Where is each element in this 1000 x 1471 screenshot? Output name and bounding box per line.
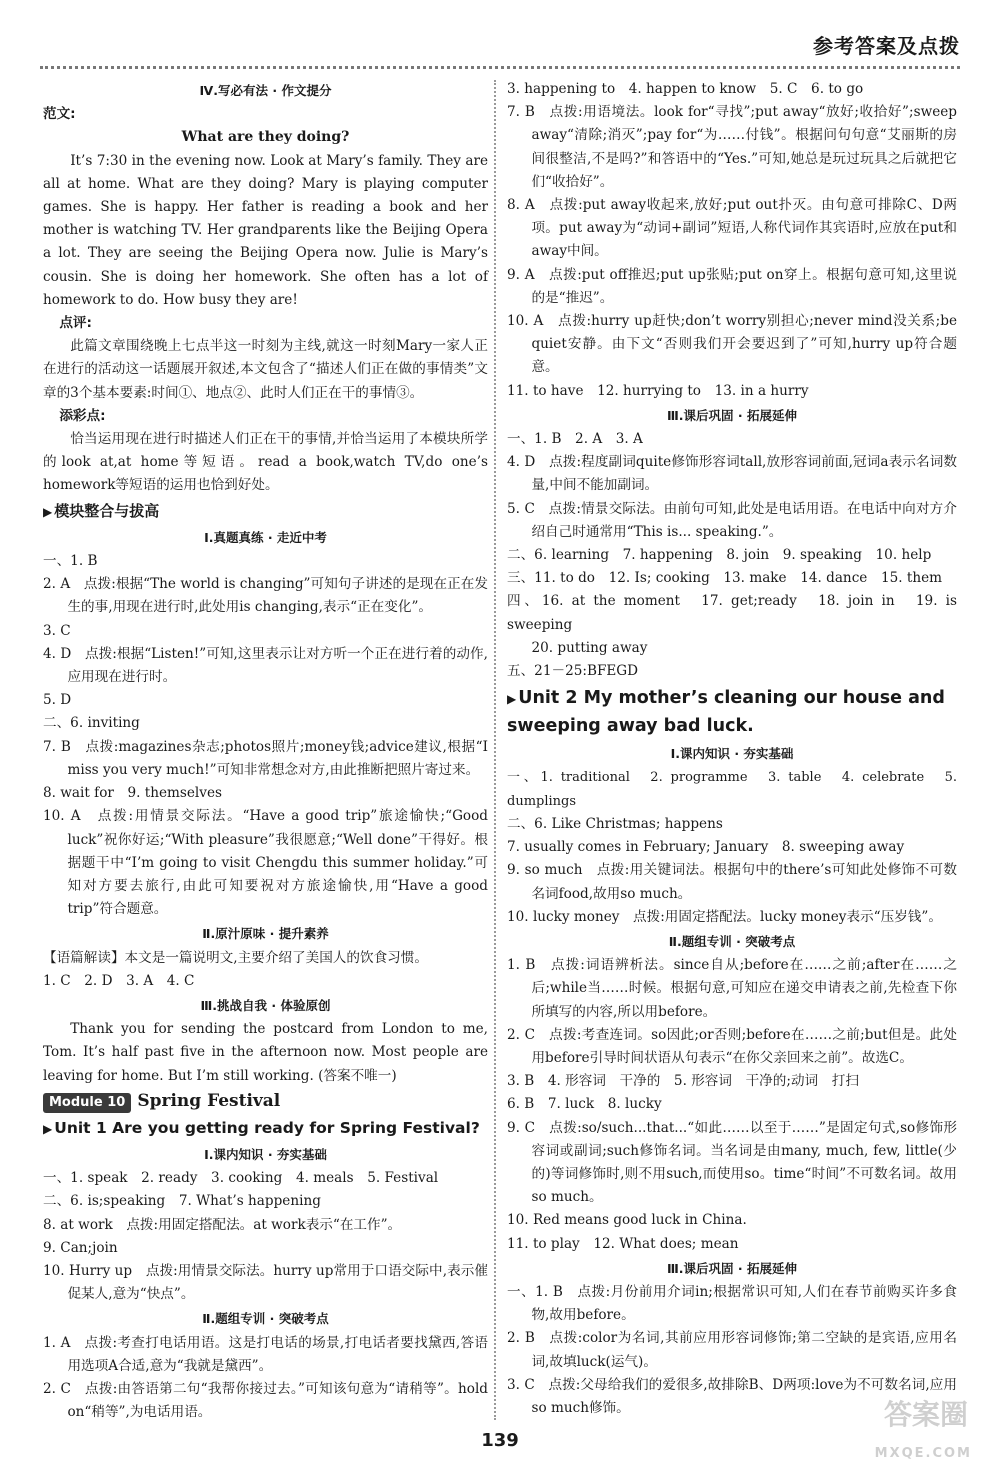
section-heading: Ⅲ.挑战自我 · 体验原创: [200, 997, 331, 1013]
answer-line: 10. Red means good luck in China.: [507, 1212, 747, 1229]
answer-line: 2. C 点拨:考查连词。so因此;or否则;before在……之前;but但是。此处用before引导时间状语从句表示“在你父亲回来之前”。故选C。: [507, 1026, 957, 1066]
answer-line: 三、11. to do 12. Is; cooking 13. make 14. dance 15. them: [507, 570, 943, 587]
answer-line: 一、1. B 2. A 3. A: [507, 431, 643, 448]
answer-line: 二、6. is;speaking 7. What’s happening: [43, 1193, 321, 1210]
answer-line: 2. B 点拨:color为名词,其前应用形容词修饰;第二空缺的是宾语,应用名词,故填luck(运气)。: [507, 1330, 957, 1370]
answer-line: 1. B 点拨:词语辨析法。since自从;before在……之前;after在……之后;while当……时候。根据句意,可知应在递交申请表之前,先检查下你所填写的内容,所以用before。: [507, 957, 957, 1020]
section-heading: Ⅱ.题组专训 · 突破考点: [202, 1311, 329, 1327]
section-heading: Ⅰ.真题真练 · 走近中考: [204, 529, 327, 545]
answer-line: 一、1. B 点拨:月份前用介词in;根据常识可知,人们在春节前购买许多食物,故用before。: [507, 1283, 957, 1324]
answer-line: 4. D 点拨:程度副词quite修饰形容词tall,放形容词前面,冠词a表示名词数量,中间不能加副词。: [507, 454, 957, 494]
answer-line: 5. C 点拨:情景交际法。由前句可知,此处是电话用语。在电话中向对方介绍自己时通常用“This is... speaking.”。: [507, 500, 957, 540]
answer-line: 9. Can;join: [43, 1239, 118, 1256]
watermark-text: MXQE.COM: [874, 1446, 972, 1461]
answer-line: 四、16. at the moment 17. get;ready 18. join in 19. is sweeping: [507, 593, 957, 633]
column-divider: [494, 80, 496, 1420]
answer-line: 8. A 点拨:put away收起来,放好;put out扑灭。由句意可排除C、D两项。put away为“动词+副词”短语,人称代词作其宾语时,应放在put和away中间。: [507, 197, 957, 260]
answer-line: 4. D 点拨:根据“Listen!”可知,这里表示让对方听一个正在进行着的动作,应用现在进行时。: [43, 645, 488, 686]
answer-line: 一、1. speak 2. ready 3. cooking 4. meals 5. Festival: [43, 1170, 439, 1187]
answer-line: 7. B 点拨:magazines杂志;photos照片;money钱;advice建议,根据“I miss you very much!”可知非常想念对方,由此推断把照片寄过来。: [43, 738, 488, 778]
comment-label: 点评:: [59, 315, 92, 332]
section-heading: Ⅰ.课内知识 · 夯实基础: [670, 746, 794, 762]
answer-line: 1. A 点拨:考查打电话用语。这是打电话的场景,打电话者要找黛西,答语用选项A合适,意为“我就是黛西”。: [43, 1334, 488, 1374]
section-heading: Ⅳ.写必有法 · 作文提分: [199, 83, 332, 98]
integrate-heading: ▶ 模块整合与拔高: [43, 501, 160, 520]
comment-body: 此篇文章围绕晚上七点半这一时刻为主线,就这一时刻Mary一家人正在进行的活动这一话题展开叙述,本文包含了“描述人们正在做的事情类”文章的3个基本要素:时间①、地点②、此时人们正在干的事情③。: [43, 338, 488, 401]
section-heading: Ⅰ.课内知识 · 夯实基础: [204, 1146, 327, 1162]
answer-line: 20. putting away: [531, 639, 648, 656]
answer-line: 2. C 点拨:由答语第二句“我帮你接过去。”可知该句意为“请稍等”。hold on“稍等”,为电话用语。: [43, 1380, 488, 1421]
sample-label: 范文:: [43, 106, 76, 123]
header-title: 参考答案及点拨: [813, 34, 960, 58]
answer-line: 3. happening to 4. happen to know 5. C 6. to go: [507, 81, 864, 97]
answer-line: 五、21－25:BFEGD: [507, 663, 639, 680]
module-title: Spring Festival: [137, 1090, 281, 1111]
answer-line: 7. B 点拨:用语境法。look for“寻找”;put away“放好;收拾好”;sweep away“清除;消灭”;pay for“为……付钱”。根据问句句意“艾丽斯的房间很整洁,不是吗?”和答语中的“Yes.”可知,她总是玩过玩具之后就把它们“收拾好”。: [507, 104, 957, 190]
answer-line: 9. C 点拨:so/such...that...“如此……以至于……”是固定句式,so修饰形容词或副词;such修饰名词。当名词是由many, much, few, little(少的)等词修饰时,则不用such,而使用so。time“时间”不可数名词。故用so much。: [507, 1119, 957, 1206]
section-heading: Ⅱ.题组专训 · 突破考点: [668, 933, 796, 949]
answer-line: 9. A 点拨:put off推迟;put up张贴;put on穿上。根据句意可知,这里说的是“推迟”。: [507, 266, 957, 306]
answer-line: 9. so much 点拨:用关键词法。根据句中的there’s可知此处修饰不可数名词food,故用so much。: [507, 862, 957, 902]
module-badge: Module 10: [43, 1093, 131, 1113]
module-heading: [43, 1090, 488, 1114]
essay-body: It’s 7:30 in the evening now. Look at Mary’s family. They are all at home. What are they doing? Mary is playing computer games. She is happy. Her father is reading a book and her mother is watching TV. Her grandparents like the Beijing Opera a lot. They are seeing the Beijing Opera now. Julie is Mary’s cousin. She is doing her homework. She often has a lot of homework to do. How busy they are!: [43, 152, 488, 308]
essay-title: What are they doing?: [181, 129, 350, 146]
answer-line: 二、6. inviting: [43, 715, 140, 732]
highlight-label: 添彩点:: [59, 407, 106, 424]
answer-line: 1. C 2. D 3. A 4. C: [43, 972, 195, 989]
section-heading: Ⅲ.课后巩固 · 拓展延伸: [666, 407, 798, 423]
answer-line: 5. D: [43, 692, 72, 709]
section-heading: Ⅲ.课后巩固 · 拓展延伸: [666, 1260, 798, 1276]
answer-line: 8. at work 点拨:用固定搭配法。at work表示“在工作”。: [43, 1216, 402, 1233]
answer-line: 11. to have 12. hurrying to 13. in a hurry: [507, 382, 809, 399]
triangle-icon: ▶: [507, 692, 517, 707]
answer-line: 10. A 点拨:hurry up赶快;don’t worry别担心;never mind没关系;be quiet安静。由下文“否则我们开会要迟到了”可知,hurry up符合题意。: [507, 313, 957, 376]
unit-heading: ▶ Unit 2 My mother’s cleaning our house and sweeping away bad luck.: [507, 688, 945, 737]
watermark: [832, 1393, 982, 1463]
answer-line: 10. A 点拨:用情景交际法。“Have a good trip”旅途愉快;“Good luck”祝你好运;“With pleasure”我很愿意;“Well done”干得好。根据题干中“I’m going to visit Chengdu this summer holiday.”可知对方要去旅行,由此可知要祝对方旅途愉快,用“Have a good trip”符合题意。: [43, 808, 488, 918]
right-column: [507, 78, 957, 1420]
unit-heading: ▶ Unit 1 Are you getting ready for Spring Festival?: [43, 1118, 480, 1137]
answer-line: 二、6. Like Christmas; happens: [507, 815, 723, 832]
watermark-logo-icon: 答案圈: [883, 1398, 968, 1431]
answer-line: 2. A 点拨:根据“The world is changing”可知句子讲述的是现在正在发生的事,用现在进行时,此处用is changing,表示“正在变化”。: [43, 576, 488, 616]
answer-line: 二、6. learning 7. happening 8. join 9. speaking 10. help: [507, 547, 932, 564]
answer-line: 8. wait for 9. themselves: [43, 785, 222, 802]
triangle-icon: ▶: [43, 504, 53, 519]
passage-note: 【语篇解读】本文是一篇说明文,主要介绍了美国人的饮食习惯。: [43, 949, 428, 966]
answer-line: 11. to play 12. What does; mean: [507, 1235, 739, 1252]
triangle-icon: ▶: [43, 1121, 53, 1136]
answer-line: 3. C: [43, 622, 71, 639]
answer-line: 7. usually comes in February; January 8. sweeping away: [507, 839, 905, 856]
answer-line: 3. C 点拨:父母给我们的爱很多,故排除B、D两项:love为不可数名词,应用so much修饰。: [507, 1376, 957, 1416]
page-number: 139: [481, 1430, 519, 1451]
answer-line: 6. B 7. luck 8. lucky: [507, 1096, 662, 1113]
section-heading: Ⅱ.原汁原味 · 提升素养: [202, 926, 329, 942]
page-header: [40, 22, 960, 69]
challenge-answer: Thank you for sending the postcard from London to me, Tom. It’s half past five in the afternoon now. Most people are leaving for home. But I’m still working. (答案不唯一): [43, 1021, 488, 1084]
highlight-body: 恰当运用现在进行时描述人们正在干的事情,并恰当运用了本模块所学的look at,at home等短语。read a book,watch TV,do one’s homework等短语的运用也恰到好处。: [43, 431, 488, 494]
answer-line: 10. lucky money 点拨:用固定搭配法。lucky money表示“压岁钱”。: [507, 908, 942, 925]
answer-line: 一、1. traditional 2. programme 3. table 4. celebrate 5. dumplings: [507, 770, 957, 809]
answer-line: 3. B 4. 形容词 干净的 5. 形容词 干净的;动词 打扫: [507, 1073, 859, 1090]
left-column: [43, 78, 488, 1424]
answer-line: 一、1. B: [43, 553, 98, 570]
answer-line: 10. Hurry up 点拨:用情景交际法。hurry up常用于口语交际中,表示催促某人,意为“快点”。: [43, 1262, 488, 1303]
